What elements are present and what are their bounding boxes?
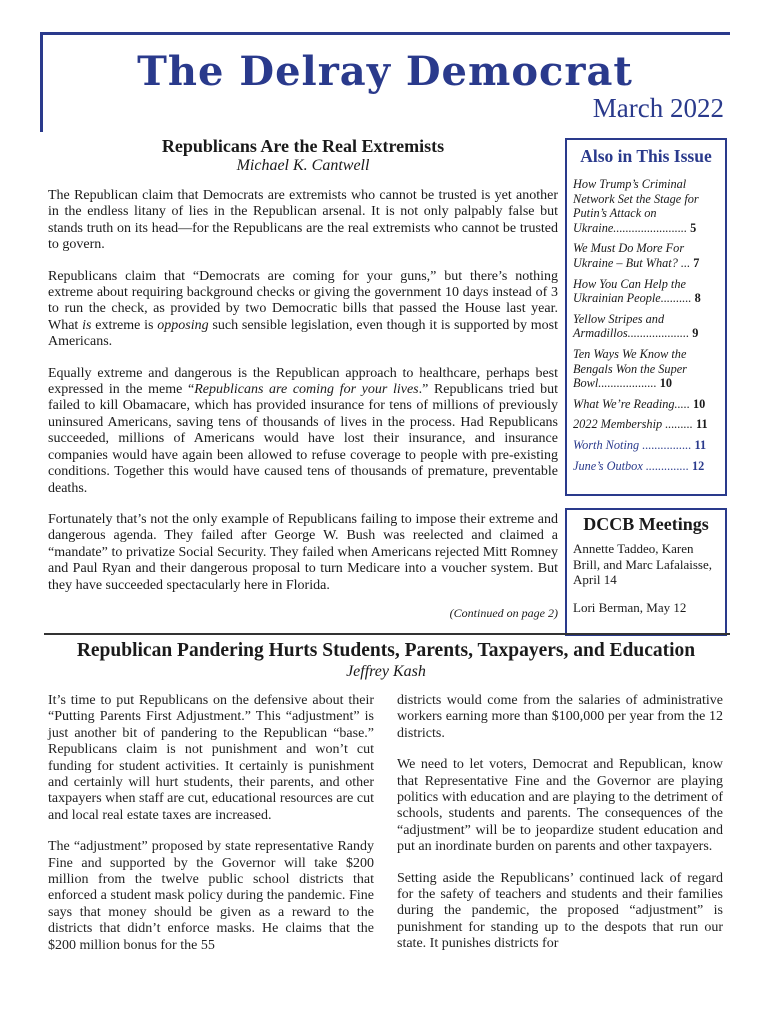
newsletter-title: The Delray Democrat — [137, 48, 633, 95]
toc-item[interactable]: How You Can Help the Ukrainian People.......... 8 — [573, 276, 701, 306]
second-article-header — [48, 640, 724, 682]
paragraph: Republicans claim that “Democrats are coming for your guns,” but there’s nothing extreme about requiring background checks or giving the government 10 days instead of 3 to run the check, as provided by two Democratic bills that passed the House last year. What is extreme is opposing such sensible legislation, even though it is supported by most Americans. — [48, 268, 559, 350]
paragraph: Setting aside the Republicans’ continued lack of regard for the safety of teachers and students and their families during the pandemic, the proposed “adjustment” is punishment for standing up to the despots that run our state. It punishes districts for — [397, 870, 723, 952]
toc-item[interactable]: Worth Noting ................ 11 — [573, 437, 707, 452]
toc-item[interactable]: How Trump’s Criminal Network Set the Stage for Putin’s Attack on Ukraine........................ 5 — [573, 177, 699, 235]
toc-item[interactable]: 2022 Membership ......... 11 — [573, 417, 708, 432]
paragraph: It’s time to put Republicans on the defensive about their “Putting Parents First Adjustment.” This “adjustment” is just another bit of pandering to the Republican “base.” Republicans claim is not punishment and won’t cut funding for student activities. It certainly is punishment and certainly will hurt students, their parents, and other taxpayers when staff are cut, educational resources are cut and local real estate taxes are increased. — [48, 693, 374, 823]
meeting-entry: Annette Taddeo, Karen Brill, and Marc Lafalaisse, April 14 — [573, 541, 712, 588]
article-title: Republican Pandering Hurts Students, Parents, Taxpayers, and Education — [76, 640, 696, 661]
toc-item[interactable]: Yellow Stripes and Armadillos.................... 9 — [573, 311, 699, 341]
paragraph: The “adjustment” proposed by state representative Randy Fine and supported by the Governor will take $200 million from the twelve public school districts that enforced a student mask policy during the pandemic. Fine says that money should be given as a reward to the districts that didn’t enforce masks. He claims that the $200 million bonus for the 55 — [48, 839, 374, 953]
article-author: Jeffrey Kash — [346, 663, 426, 680]
article-author: Michael K. Cantwell — [236, 157, 370, 174]
section-divider — [44, 633, 730, 635]
main-article — [48, 136, 558, 636]
sidebar-title: Also in This Issue — [580, 146, 712, 166]
continued-link: (Continued on page 2) — [449, 605, 558, 620]
issue-date: March 2022 — [592, 93, 724, 123]
meetings-title: DCCB Meetings — [583, 514, 709, 534]
toc-item[interactable]: Ten Ways We Know the Bengals Won the Super Bowl................... 10 — [573, 346, 687, 391]
dccb-meetings-box — [565, 508, 727, 636]
toc-item[interactable]: June’s Outbox .............. 12 — [573, 458, 705, 473]
also-in-this-issue-box — [565, 138, 727, 496]
paragraph: The Republican claim that Democrats are extremists who cannot be trusted is yet another in the endless litany of lies in the Republican arsenal. It is not only palpably false but stands truth on its head—for the Republicans are the real extremists who cannot be trusted to govern. — [48, 188, 558, 253]
article-column-right — [397, 693, 723, 968]
paragraph: Fortunately that’s not the only example of Republicans failing to impose their extreme and dangerous agenda. They failed after George W. Bush was reelected and claimed a “mandate” to privatize Social Security. They failed when Americans rejected Mitt Romney and Paul Ryan and their dangerous proposal to turn Medicare into a voucher system. But they have succeeded spectacularly here in Florida. — [48, 511, 558, 593]
meeting-entry: Lori Berman, May 12 — [573, 599, 687, 615]
paragraph: We need to let voters, Democrat and Republican, know that Representative Fine and the Governor are playing politics with education and are playing to the detriment of schools, students and parents. The consequences of the “adjustment” will be to jeopardize student education and put an inordinate burden on parents and other taxpayers. — [397, 757, 723, 855]
paragraph: districts would come from the salaries of administrative workers earning more than $100,000 per year from the 12 districts. — [397, 693, 723, 741]
article-title: Republicans Are the Real Extremists — [161, 136, 445, 156]
article-column-left — [48, 693, 374, 969]
toc-item[interactable]: What We’re Reading..... 10 — [573, 396, 706, 411]
toc-item[interactable]: We Must Do More For Ukraine – But What? ... 7 — [573, 241, 700, 270]
paragraph: Equally extreme and dangerous is the Republican approach to healthcare, perhaps best expressed in the meme “Republicans are coming for your lives.” Republicans tried but failed to kill Obamacare, which has provided insurance for tens of millions of previously uninsured Americans, saving tens of thousands of lives in the process. Had Republicans succeeded, millions of Americans would have lost their insurance, and insurance companies would have again been allowed to refuse coverage to people with pre-existing conditions. Together this would have caused tens of thousands of premature, preventable deaths. — [48, 365, 558, 496]
